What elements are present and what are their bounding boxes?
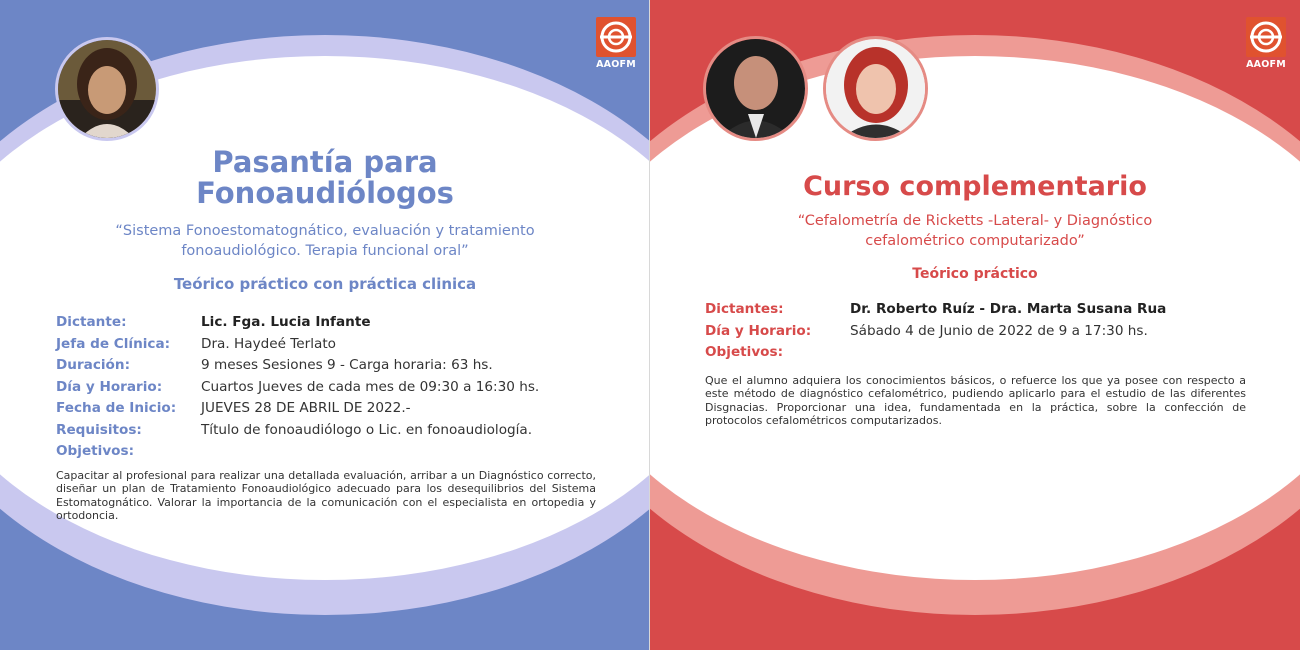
aaofm-logo	[1246, 17, 1286, 70]
info-value: Sábado 4 de Junio de 2022 de 9 a 17:30 hs.	[850, 322, 1148, 339]
info-label: Objetivos:	[705, 344, 784, 360]
info-label: Requisitos:	[56, 421, 142, 438]
left-info-table	[56, 314, 616, 464]
right-info-table	[705, 301, 1265, 365]
right-objectives-text: Que el alumno adquiera los conocimientos básicos, o refuerce los que ya posee con respecto a este método de diagnóstico cefalométrico, pudiendo aplicarlo para el estudio de las diferentes Disgnacias. Proporcionar una idea, fundamentada en la práctica, sobre la confección de protocolos cefalométricos computarizados.	[705, 374, 1246, 428]
info-label: Día y Horario:	[705, 322, 812, 339]
left-title-line2: Fonoaudiólogos	[196, 176, 454, 210]
right-title: Curso complementario	[803, 171, 1147, 202]
info-value: Título de fonoaudiólogo o Lic. en fonoaudiología.	[201, 421, 533, 438]
aaofm-logo-text: AAOFM	[1246, 59, 1286, 70]
right-quote-line2: cefalométrico computarizado”	[865, 233, 1085, 249]
left-objectives-text: Capacitar al profesional para realizar una detallada evaluación, arribar a un Diagnóstico correcto, diseñar un plan de Tratamiento Fonoaudiológico adecuado para los desequilibrios del Sistema Estomatognático. Valorar la importancia de la comunicación con el especialista en ortopedia y ortodoncia.	[56, 469, 596, 523]
info-label: Dictante:	[56, 314, 127, 330]
aaofm-logo-icon	[1246, 17, 1286, 57]
left-quote	[0, 221, 650, 261]
aaofm-logo	[596, 17, 636, 70]
right-quote	[650, 211, 1300, 251]
left-title	[0, 147, 650, 209]
info-value: Dra. Haydeé Terlato	[201, 335, 337, 352]
info-value: Dr. Roberto Ruíz - Dra. Marta Susana Rua	[850, 301, 1167, 317]
info-label: Objetivos:	[56, 443, 135, 459]
right-quote-line1: “Cefalometría de Ricketts -Lateral- y Diagnóstico	[797, 213, 1153, 229]
aaofm-logo-text: AAOFM	[596, 59, 636, 70]
info-label: Duración:	[56, 357, 131, 373]
left-quote-line2: fonoaudiológico. Terapia funcional oral”	[181, 243, 469, 259]
left-title-line1: Pasantía para	[212, 145, 438, 179]
info-value: JUEVES 28 DE ABRIL DE 2022.-	[201, 400, 411, 416]
info-value: 9 meses Sesiones 9 - Carga horaria: 63 hs.	[201, 357, 493, 373]
avatar-roberto-ruiz	[703, 36, 808, 141]
avatar-lucia-infante	[55, 37, 159, 141]
right-subtitle: Teórico práctico	[912, 266, 1038, 282]
info-label: Dictantes:	[705, 301, 784, 317]
left-subtitle: Teórico práctico con práctica clinica	[173, 275, 477, 293]
info-label: Jefa de Clínica:	[56, 335, 171, 352]
info-label: Día y Horario:	[56, 378, 163, 395]
left-quote-line1: “Sistema Fonoestomatognático, evaluación y tratamiento	[115, 223, 535, 239]
avatar-marta-susana-rua	[823, 36, 928, 141]
info-value: Cuartos Jueves de cada mes de 09:30 a 16:30 hs.	[201, 378, 540, 395]
info-label: Fecha de Inicio:	[56, 400, 177, 416]
aaofm-logo-icon	[596, 17, 636, 57]
right-card	[650, 0, 1300, 650]
info-value: Lic. Fga. Lucia Infante	[201, 314, 371, 330]
